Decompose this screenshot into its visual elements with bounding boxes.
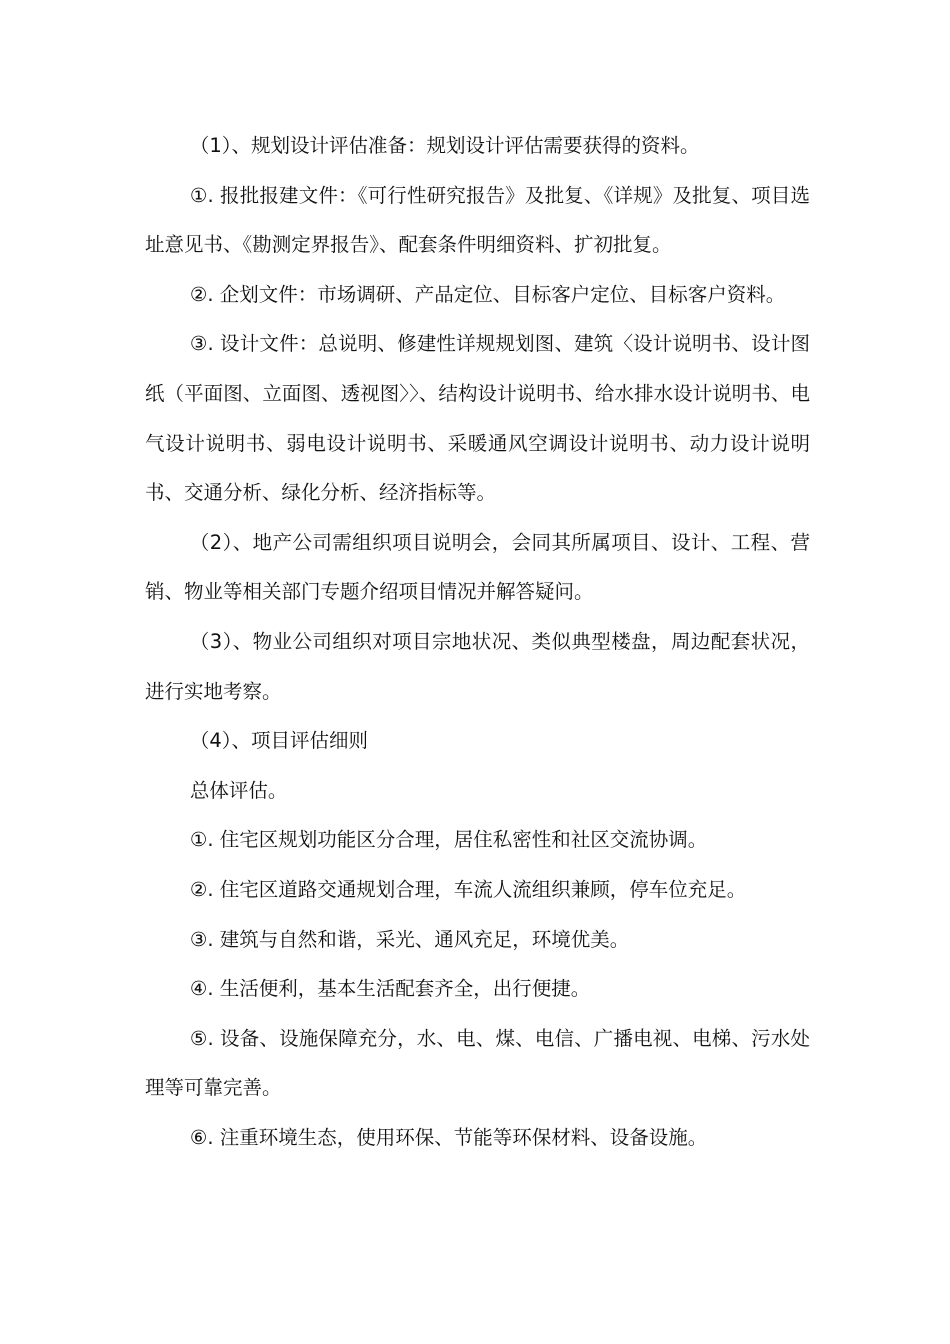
paragraph-functional-zoning: ①. 住宅区规划功能区分合理，居住私密性和社区交流协调。 <box>189 828 708 852</box>
paragraph-architecture-nature: ③. 建筑与自然和谐，采光、通风充足，环境优美。 <box>189 927 630 951</box>
paragraph-road-traffic: ②. 住宅区道路交通规划合理，车流人流组织兼顾，停车位充足。 <box>189 877 747 901</box>
paragraph-eco-environment: ⑥. 注重环境生态，使用环保、节能等环保材料、设备设施。 <box>189 1125 708 1149</box>
document-page <box>145 121 810 1162</box>
paragraph-evaluation-rules: （4）、项目评估细则 <box>189 729 369 753</box>
paragraph-site-inspection: （3）、物业公司组织对项目宗地状况、类似典型楼盘，周边配套状况，进行实地考察。 <box>145 629 810 703</box>
paragraph-approval-documents: ①. 报批报建文件：《可行性研究报告》及批复、《详规》及批复、项目选址意见书、《勘测定界报告》、配套条件明细资料、扩初批复。 <box>145 183 810 257</box>
paragraph-planning-documents: ②. 企划文件：市场调研、产品定位、目标客户定位、目标客户资料。 <box>189 282 786 306</box>
paragraph-planning-preparation: （1）、规划设计评估准备：规划设计评估需要获得的资料。 <box>189 134 700 157</box>
paragraph-overall-evaluation: 总体评估。 <box>189 778 288 802</box>
paragraph-living-convenience: ④. 生活便利，基本生活配套齐全，出行便捷。 <box>189 977 591 1001</box>
paragraph-project-briefing: （2）、地产公司需组织项目说明会，会同其所属项目、设计、工程、营销、物业等相关部门专题介绍项目情况并解答疑问。 <box>145 530 810 604</box>
paragraph-facilities: ⑤. 设备、设施保障充分，水、电、煤、电信、广播电视、电梯、污水处理等可靠完善。 <box>145 1026 810 1100</box>
paragraph-design-documents: ③. 设计文件：总说明、修建性详规规划图、建筑〈设计说明书、设计图纸（平面图、立面图、透视图〉〉、结构设计说明书、给水排水设计说明书、电气设计说明书、弱电设计说明书、采暖通风空调设计说明书、动力设计说明书、交通分析、绿化分析、经济指标等。 <box>145 332 810 505</box>
